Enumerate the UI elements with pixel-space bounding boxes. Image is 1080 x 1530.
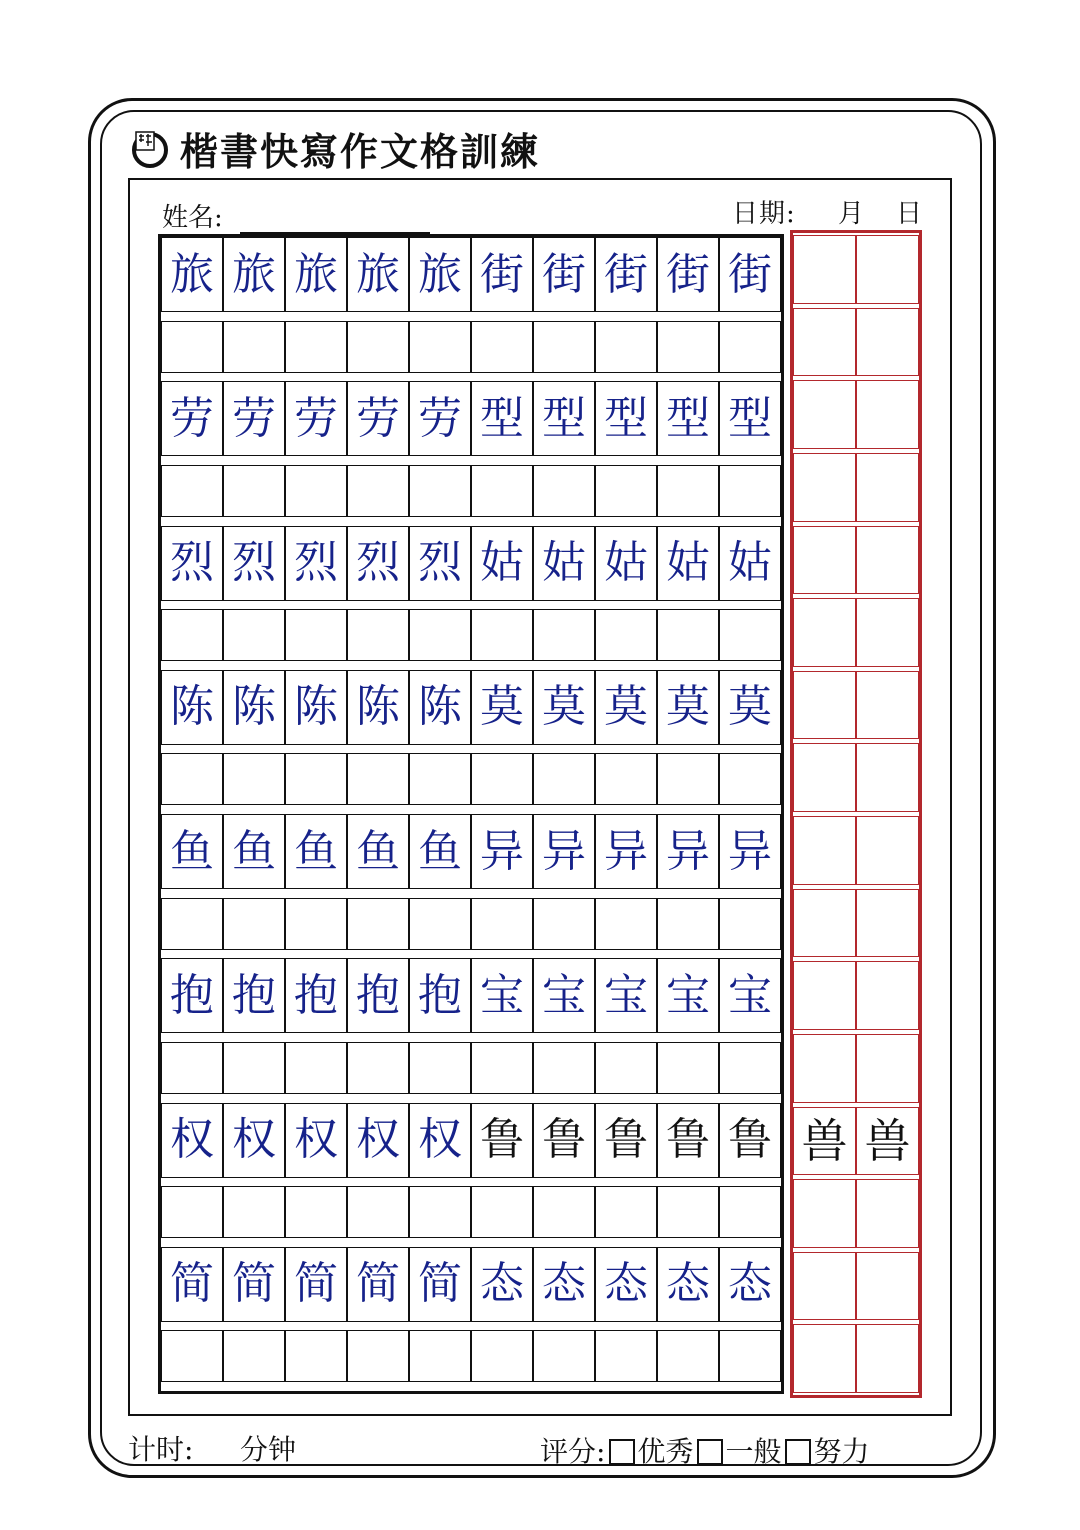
char-cell [471,237,533,312]
score-checkbox-average[interactable] [697,1439,723,1465]
sheet-title: 楷書快寫作文格訓練 [180,129,541,174]
practice-char: 简 [418,1258,462,1310]
practice-char: 抱 [170,969,214,1021]
char-cell [471,814,533,889]
timer-label: 计时: [128,1433,194,1466]
blank-writing-cell[interactable] [285,1330,347,1382]
side-cell[interactable] [793,671,856,740]
char-cell [409,381,471,456]
char-cell [471,526,533,601]
practice-char: 异 [480,825,524,877]
blank-writing-cell[interactable] [223,321,285,373]
practice-char: 态 [728,1258,772,1310]
blank-writing-cell[interactable] [719,1186,781,1238]
blank-writing-cell[interactable] [595,753,657,805]
blank-writing-cell[interactable] [657,465,719,517]
practice-char: 莫 [728,681,772,733]
blank-writing-cell[interactable] [285,465,347,517]
blank-writing-cell[interactable] [285,898,347,950]
score-option-effort: 努力 [813,1435,870,1468]
side-cell[interactable] [856,1107,919,1176]
char-cell [595,670,657,745]
blank-writing-cell[interactable] [719,321,781,373]
practice-char: 街 [728,248,772,300]
blank-writing-cell[interactable] [223,1186,285,1238]
blank-writing-cell[interactable] [347,753,409,805]
practice-char: 街 [480,248,524,300]
blank-writing-cell[interactable] [223,1042,285,1094]
blank-writing-cell[interactable] [285,753,347,805]
char-cell [657,670,719,745]
side-cell[interactable] [856,743,919,812]
side-cell[interactable] [856,816,919,885]
blank-writing-cell[interactable] [595,1042,657,1094]
blank-writing-cell[interactable] [285,1042,347,1094]
practice-char: 街 [604,248,648,300]
char-cell [161,670,223,745]
practice-char: 鲁 [728,1114,772,1165]
char-cell [657,1247,719,1322]
char-cell [223,814,285,889]
practice-char: 旅 [294,248,338,300]
practice-char: 型 [604,392,648,444]
practice-grid [158,234,784,1394]
side-cell[interactable] [793,1107,856,1176]
side-cell[interactable] [793,1252,856,1321]
score-option-average: 一般 [725,1435,782,1468]
char-cell [285,814,347,889]
side-cell[interactable] [856,453,919,522]
char-cell [285,237,347,312]
practice-char: 街 [666,248,710,300]
blank-writing-cell[interactable] [471,321,533,373]
char-cell [595,958,657,1033]
blank-writing-cell[interactable] [409,753,471,805]
char-cell [347,1103,409,1178]
blank-writing-cell[interactable] [409,609,471,661]
char-cell [347,381,409,456]
blank-writing-cell[interactable] [533,1186,595,1238]
side-cell[interactable] [793,235,856,304]
blank-writing-cell[interactable] [347,1186,409,1238]
practice-char: 抱 [418,969,462,1021]
practice-char: 宝 [542,969,586,1021]
practice-char: 鱼 [170,825,214,877]
practice-char: 陈 [232,681,276,733]
blank-writing-cell[interactable] [533,321,595,373]
char-cell [161,814,223,889]
blank-writing-cell[interactable] [347,898,409,950]
blank-writing-cell[interactable] [657,1330,719,1382]
practice-char: 烈 [170,537,214,588]
side-cell[interactable] [856,235,919,304]
side-char: 兽 [801,1113,848,1168]
practice-char: 烈 [232,537,276,588]
side-practice-column [790,230,922,1398]
blank-writing-cell[interactable] [471,1330,533,1382]
blank-writing-cell[interactable] [595,321,657,373]
char-cell [595,526,657,601]
char-cell [719,526,781,601]
blank-writing-cell[interactable] [161,609,223,661]
char-cell [533,526,595,601]
char-cell [223,670,285,745]
blank-writing-cell[interactable] [223,753,285,805]
blank-writing-cell[interactable] [719,753,781,805]
blank-writing-cell[interactable] [347,465,409,517]
char-cell [533,670,595,745]
char-cell [595,381,657,456]
side-cell[interactable] [856,1252,919,1321]
char-cell [347,670,409,745]
blank-writing-cell[interactable] [347,1330,409,1382]
char-cell [533,1247,595,1322]
practice-char: 姑 [604,537,648,588]
side-cell[interactable] [856,308,919,377]
char-cell [285,1103,347,1178]
practice-char: 陈 [170,681,214,733]
blank-writing-cell[interactable] [161,321,223,373]
side-cell[interactable] [856,526,919,595]
side-cell[interactable] [856,671,919,740]
practice-char: 莫 [604,681,648,733]
char-cell [719,958,781,1033]
blank-writing-cell[interactable] [409,898,471,950]
practice-char: 异 [728,825,772,877]
char-cell [223,1247,285,1322]
practice-char: 简 [232,1258,276,1310]
char-cell [223,1103,285,1178]
side-cell[interactable] [793,380,856,449]
practice-char: 宝 [728,969,772,1021]
practice-char: 劳 [418,392,462,444]
side-cell[interactable] [856,598,919,667]
blank-writing-cell[interactable] [595,1186,657,1238]
date-label: 日期: [732,199,796,229]
char-cell [533,381,595,456]
blank-writing-cell[interactable] [471,1042,533,1094]
char-cell [347,1247,409,1322]
side-cell[interactable] [793,816,856,885]
practice-char: 抱 [232,969,276,1021]
char-cell [657,814,719,889]
char-cell [409,670,471,745]
char-cell [533,814,595,889]
practice-char: 型 [728,392,772,444]
char-cell [595,1103,657,1178]
char-cell [285,1247,347,1322]
practice-char: 抱 [356,969,400,1021]
char-cell [409,958,471,1033]
char-cell [223,958,285,1033]
blank-writing-cell[interactable] [471,609,533,661]
char-cell [409,237,471,312]
blank-writing-cell[interactable] [657,1042,719,1094]
practice-char: 异 [666,825,710,877]
practice-char: 劳 [294,392,338,444]
practice-char: 权 [232,1114,276,1165]
practice-char: 莫 [480,681,524,733]
blank-writing-cell[interactable] [719,609,781,661]
blank-writing-cell[interactable] [347,321,409,373]
char-cell [223,526,285,601]
score-checkbox-effort[interactable] [785,1439,811,1465]
char-cell [347,237,409,312]
practice-char: 态 [604,1258,648,1310]
day-label: 日 [896,199,923,229]
seal-logo-icon [130,128,170,168]
practice-char: 权 [170,1114,214,1165]
practice-char: 鲁 [666,1114,710,1165]
char-cell [719,814,781,889]
blank-writing-cell[interactable] [657,609,719,661]
char-cell [719,381,781,456]
side-cell[interactable] [856,1179,919,1248]
char-cell [409,526,471,601]
blank-writing-cell[interactable] [595,609,657,661]
char-cell [657,381,719,456]
score-section [540,1432,869,1472]
blank-writing-cell[interactable] [719,1042,781,1094]
blank-writing-cell[interactable] [409,1042,471,1094]
score-checkbox-excellent[interactable] [609,1439,635,1465]
blank-writing-cell[interactable] [409,321,471,373]
char-cell [285,958,347,1033]
char-cell [719,237,781,312]
practice-char: 旅 [170,248,214,300]
char-cell [285,670,347,745]
blank-writing-cell[interactable] [719,465,781,517]
blank-writing-cell[interactable] [223,898,285,950]
side-cell[interactable] [793,598,856,667]
practice-char: 鱼 [418,825,462,877]
practice-char: 态 [666,1258,710,1310]
blank-writing-cell[interactable] [471,898,533,950]
blank-writing-cell[interactable] [161,1186,223,1238]
blank-writing-cell[interactable] [533,898,595,950]
practice-char: 态 [542,1258,586,1310]
practice-char: 旅 [232,248,276,300]
side-cell[interactable] [793,1324,856,1393]
char-cell [533,958,595,1033]
practice-char: 简 [356,1258,400,1310]
practice-char: 鲁 [604,1114,648,1165]
practice-char: 抱 [294,969,338,1021]
practice-char: 态 [480,1258,524,1310]
char-cell [223,237,285,312]
char-cell [161,958,223,1033]
blank-writing-cell[interactable] [409,1330,471,1382]
blank-writing-cell[interactable] [595,1330,657,1382]
char-cell [471,958,533,1033]
blank-writing-cell[interactable] [223,1330,285,1382]
side-cell[interactable] [856,961,919,1030]
practice-char: 鱼 [232,825,276,877]
practice-char: 莫 [666,681,710,733]
char-cell [657,958,719,1033]
blank-writing-cell[interactable] [161,1330,223,1382]
blank-writing-cell[interactable] [657,321,719,373]
blank-writing-cell[interactable] [719,1330,781,1382]
blank-writing-cell[interactable] [595,898,657,950]
char-cell [719,1103,781,1178]
blank-writing-cell[interactable] [409,1186,471,1238]
char-cell [657,1103,719,1178]
name-label: 姓名: [162,203,223,233]
char-cell [223,381,285,456]
practice-char: 鲁 [480,1114,524,1165]
practice-char: 权 [356,1114,400,1165]
practice-char: 劳 [170,392,214,444]
char-cell [595,1247,657,1322]
char-cell [285,526,347,601]
blank-writing-cell[interactable] [471,465,533,517]
char-cell [347,526,409,601]
char-cell [595,237,657,312]
practice-char: 劳 [356,392,400,444]
blank-writing-cell[interactable] [533,1042,595,1094]
side-cell[interactable] [793,308,856,377]
char-cell [409,1103,471,1178]
side-cell[interactable] [793,1034,856,1103]
practice-char: 姑 [480,537,524,588]
blank-writing-cell[interactable] [161,753,223,805]
blank-writing-cell[interactable] [471,1186,533,1238]
side-cell[interactable] [856,889,919,958]
blank-writing-cell[interactable] [161,1042,223,1094]
char-cell [533,237,595,312]
char-cell [161,526,223,601]
practice-char: 陈 [294,681,338,733]
practice-char: 宝 [604,969,648,1021]
blank-writing-cell[interactable] [657,1186,719,1238]
char-cell [471,1247,533,1322]
side-cell[interactable] [793,743,856,812]
blank-writing-cell[interactable] [719,898,781,950]
char-cell [595,814,657,889]
practice-char: 型 [542,392,586,444]
practice-char: 烈 [418,537,462,588]
month-label: 月 [838,199,865,229]
practice-char: 权 [294,1114,338,1165]
side-cell[interactable] [793,961,856,1030]
practice-char: 姑 [728,537,772,588]
char-cell [347,958,409,1033]
side-char: 兽 [864,1113,911,1168]
score-label: 评分: [540,1435,606,1468]
char-cell [347,814,409,889]
side-cell[interactable] [793,889,856,958]
timer-unit: 分钟 [240,1433,297,1466]
blank-writing-cell[interactable] [347,609,409,661]
char-cell [471,1103,533,1178]
blank-writing-cell[interactable] [223,465,285,517]
side-cell[interactable] [793,453,856,522]
blank-writing-cell[interactable] [595,465,657,517]
practice-char: 旅 [356,248,400,300]
char-cell [657,237,719,312]
side-cell[interactable] [856,1034,919,1103]
practice-char: 宝 [666,969,710,1021]
blank-writing-cell[interactable] [533,609,595,661]
practice-char: 劳 [232,392,276,444]
char-cell [533,1103,595,1178]
blank-writing-cell[interactable] [533,1330,595,1382]
practice-char: 姑 [666,537,710,588]
practice-char: 宝 [480,969,524,1021]
practice-char: 简 [170,1258,214,1310]
char-cell [285,381,347,456]
score-option-excellent: 优秀 [637,1435,694,1468]
char-cell [409,1247,471,1322]
blank-writing-cell[interactable] [285,1186,347,1238]
blank-writing-cell[interactable] [161,465,223,517]
practice-char: 异 [542,825,586,877]
blank-writing-cell[interactable] [657,753,719,805]
char-cell [409,814,471,889]
blank-writing-cell[interactable] [533,465,595,517]
blank-writing-cell[interactable] [657,898,719,950]
side-cell[interactable] [856,1324,919,1393]
practice-char: 权 [418,1114,462,1165]
blank-writing-cell[interactable] [285,321,347,373]
char-cell [471,670,533,745]
side-cell[interactable] [793,1179,856,1248]
practice-char: 烈 [294,537,338,588]
practice-char: 烈 [356,537,400,588]
blank-writing-cell[interactable] [285,609,347,661]
practice-char: 型 [480,392,524,444]
practice-char: 鱼 [356,825,400,877]
practice-char: 旅 [418,248,462,300]
practice-char: 简 [294,1258,338,1310]
practice-char: 姑 [542,537,586,588]
practice-char: 街 [542,248,586,300]
char-cell [161,1247,223,1322]
blank-writing-cell[interactable] [347,1042,409,1094]
blank-writing-cell[interactable] [471,753,533,805]
practice-char: 异 [604,825,648,877]
blank-writing-cell[interactable] [533,753,595,805]
practice-char: 鲁 [542,1114,586,1165]
char-cell [719,1247,781,1322]
practice-char: 莫 [542,681,586,733]
char-cell [657,526,719,601]
char-cell [471,381,533,456]
practice-char: 陈 [356,681,400,733]
blank-writing-cell[interactable] [409,465,471,517]
char-cell [161,1103,223,1178]
practice-char: 鱼 [294,825,338,877]
blank-writing-cell[interactable] [223,609,285,661]
char-cell [161,381,223,456]
blank-writing-cell[interactable] [161,898,223,950]
practice-char: 陈 [418,681,462,733]
char-cell [161,237,223,312]
side-cell[interactable] [856,380,919,449]
char-cell [719,670,781,745]
practice-char: 型 [666,392,710,444]
side-cell[interactable] [793,526,856,595]
